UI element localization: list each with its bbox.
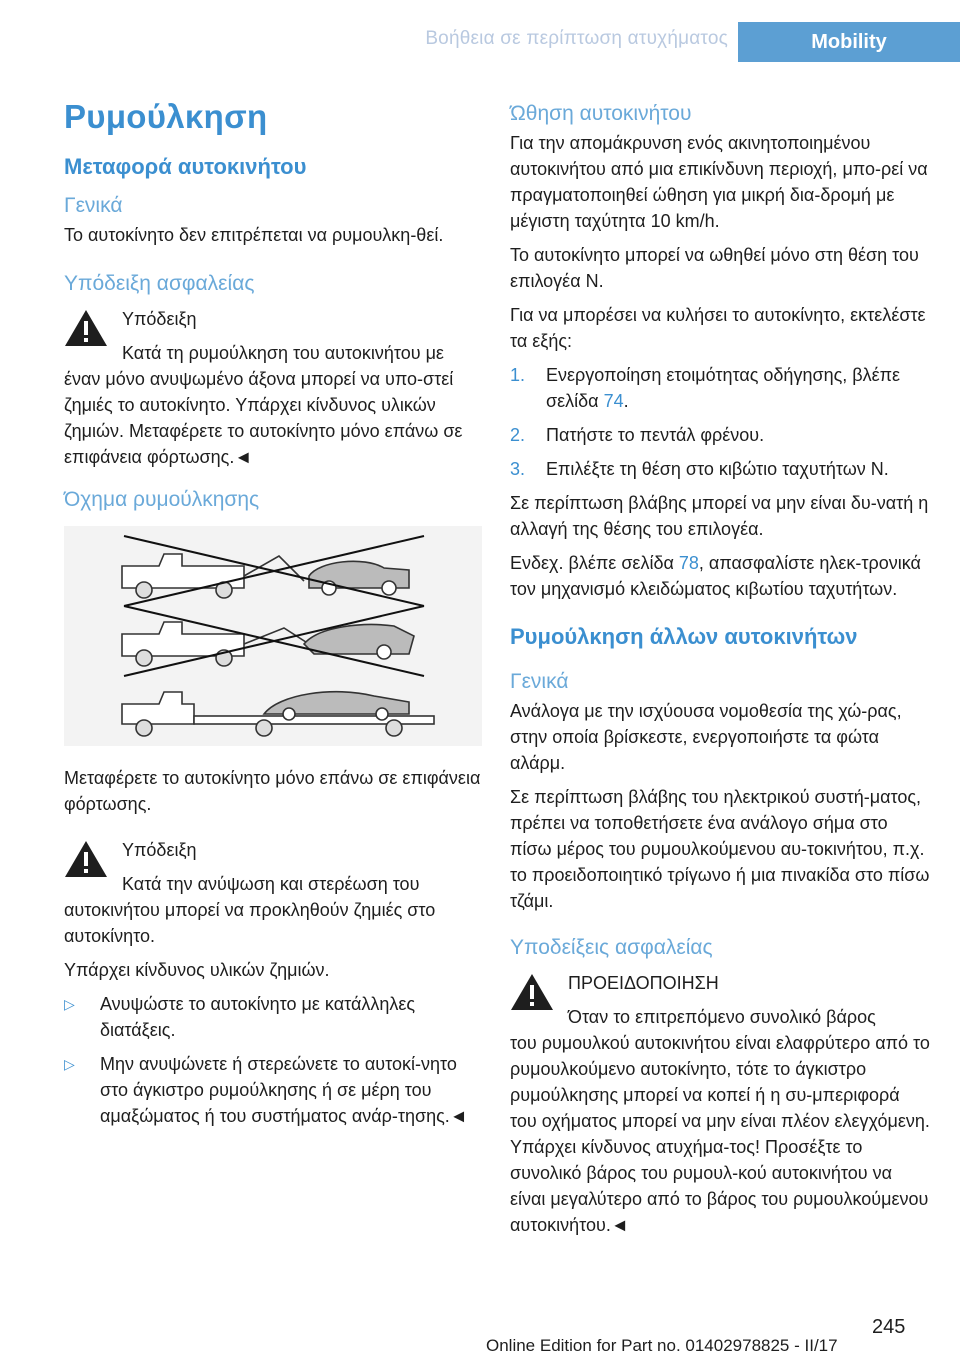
warning-text: του ρυμουλκού αυτοκινήτου είναι ελαφρύτερο από το ρυμουλκούμενο αυτοκίνητο, τότε το άγκιστρο ρυμούλκησης μπορεί να κοπεί ή η συ-μπεριφορά του οχήματος μπορεί να μην είναι πλέον ελεγχόμενη. Υπάρχει κίνδυνος ατυχήμα-τος! Προσέξτε το συνολικό βάρος του ρυμουλ-κού αυτοκινήτου να είναι μεγαλύτερο από το βάρος του ρυμουλκούμενου αυτοκινήτου.◄ [510,1033,930,1235]
footer-edition: Online Edition for Part no. 01402978825 - II/17 [486,1336,838,1355]
push-paragraph-1: Για την απομάκρυνση ενός ακινητοποιημένου αυτοκινήτου από μια επικίνδυνη περιοχή, μπο-ρεί να πραγματοποιηθεί ώθηση για μικρή δια-δρομή με μέγιστη ταχύτητα 10 km/h. [510,133,928,231]
note1-text: έναν μόνο ανυψωμένο άξονα μπορεί να υπο-στεί ζημιές το αυτοκίνητο. Υπάρχει κίνδυνος υλικών ζημιών. Μεταφέρετε το αυτοκίνητο μόνο επάνω σε επιφάνεια φόρτωσης.◄ [64,369,463,467]
page-link-74[interactable]: 74 [603,391,624,411]
header-section-title: Βοήθεια σε περίπτωση ατυχήματος [425,28,728,49]
tow-truck-illustration [64,526,482,746]
release-paragraph: Ενδεχ. βλέπε σελίδα 78, απασφαλίστε ηλεκ-τρονικά τον μηχανισμό κλειδώματος κιβωτίου ταχυτήτων. [510,553,921,599]
heading-general-right: Γενικά [510,670,569,693]
figure-caption: Μεταφέρετε το αυτοκίνητο μόνο επάνω σε επιφάνεια φόρτωσης. [64,768,481,814]
note2-text2: Υπάρχει κίνδυνος υλικών ζημιών. [64,960,330,980]
heading-safety-note: Υπόδειξη ασφαλείας [64,272,255,295]
note2-bullets [64,991,482,1129]
page-title: Ρυμούλκηση [64,98,268,135]
page-link-78[interactable]: 78 [678,553,699,573]
warning-lead: Όταν το επιτρεπόμενο συνολικό βάρος [568,1007,876,1027]
heading-general: Γενικά [64,194,123,217]
note2-lead: Κατά την ανύψωση και στερέωση του [122,874,420,894]
heading-tow-vehicle: Όχημα ρυμούλκησης [64,488,260,511]
note2-title: Υπόδειξη [122,840,197,860]
warning-triangle-icon [64,308,108,348]
page-header [0,0,960,62]
push-paragraph-3: Για να μπορέσει να κυλήσει το αυτοκίνητο, εκτελέστε τα εξής: [510,305,926,351]
triangle-bullet-icon: ▷ [64,1056,75,1072]
list-item: ▷ Μην ανυψώνετε ή στερεώνετε το αυτοκί-νητο στο άγκιστρο ρυμούλκησης ή σε μέρη του αμαξώματος ή του συστήματος ανάρ-τησης.◄ [64,1051,482,1129]
list-item: ▷ Ανυψώστε το αυτοκίνητο με κατάλληλες διατάξεις. [64,991,482,1043]
triangle-bullet-icon: ▷ [64,996,75,1012]
note1-title: Υπόδειξη [122,309,197,329]
warning-box [510,970,930,1238]
list-item: 1. Ενεργοποίηση ετοιμότητας οδήγησης, βλέπε σελίδα 74. [510,365,901,411]
note1-lead: Κατά τη ρυμούλκηση του αυτοκινήτου με [122,343,444,363]
note2-text: αυτοκινήτου μπορεί να προκληθούν ζημιές στο αυτοκίνητο. [64,900,436,946]
section-heading-transport: Μεταφορά αυτοκινήτου [64,154,307,179]
general-paragraph-2: Σε περίπτωση βλάβης του ηλεκτρικού συστή-ματος, πρέπει να τοποθετήσετε ένα ανάλογο σήμα στο πίσω μέρος του ρυμουλκούμενου αυ-τοκινήτου, π.χ. το προειδοποιητικό τρίγωνο ή μια πινακίδα στο πίσω τζάμι. [510,787,930,911]
general-text: Το αυτοκίνητο δεν επιτρέπεται να ρυμουλκη-θεί. [64,225,444,245]
left-column [64,98,482,1137]
fault-paragraph: Σε περίπτωση βλάβης μπορεί να μην είναι δυ-νατή η αλλαγή της θέσης του επιλογέα. [510,493,929,539]
safety-note-1 [64,306,482,470]
section-heading-tow-others: Ρυμούλκηση άλλων αυτοκινήτων [510,624,858,649]
heading-push-vehicle: Ώθηση αυτοκινήτου [510,102,692,125]
header-chapter-tab: Mobility [738,22,960,62]
heading-safety-notes: Υποδείξεις ασφαλείας [510,936,713,959]
warning-triangle-icon [510,972,554,1012]
safety-note-2 [64,837,482,983]
push-steps [510,362,930,482]
list-item: 2. Πατήστε το πεντάλ φρένου. [510,425,765,445]
page-number: 245 [872,1316,906,1338]
list-item: 3. Επιλέξτε τη θέση στο κιβώτιο ταχυτήτων N. [510,459,889,479]
warning-title: ΠΡΟΕΙΔΟΠΟΙΗΣΗ [568,973,719,993]
right-column [510,102,930,1246]
general-paragraph-1: Ανάλογα με την ισχύουσα νομοθεσία της χώ-ρας, στην οποία βρίσκεστε, ενεργοποιήστε τα φώτα αλάρμ. [510,701,902,773]
warning-triangle-icon [64,839,108,879]
push-paragraph-2: Το αυτοκίνητο μπορεί να ωθηθεί μόνο στη θέση του επιλογέα N. [510,245,919,291]
